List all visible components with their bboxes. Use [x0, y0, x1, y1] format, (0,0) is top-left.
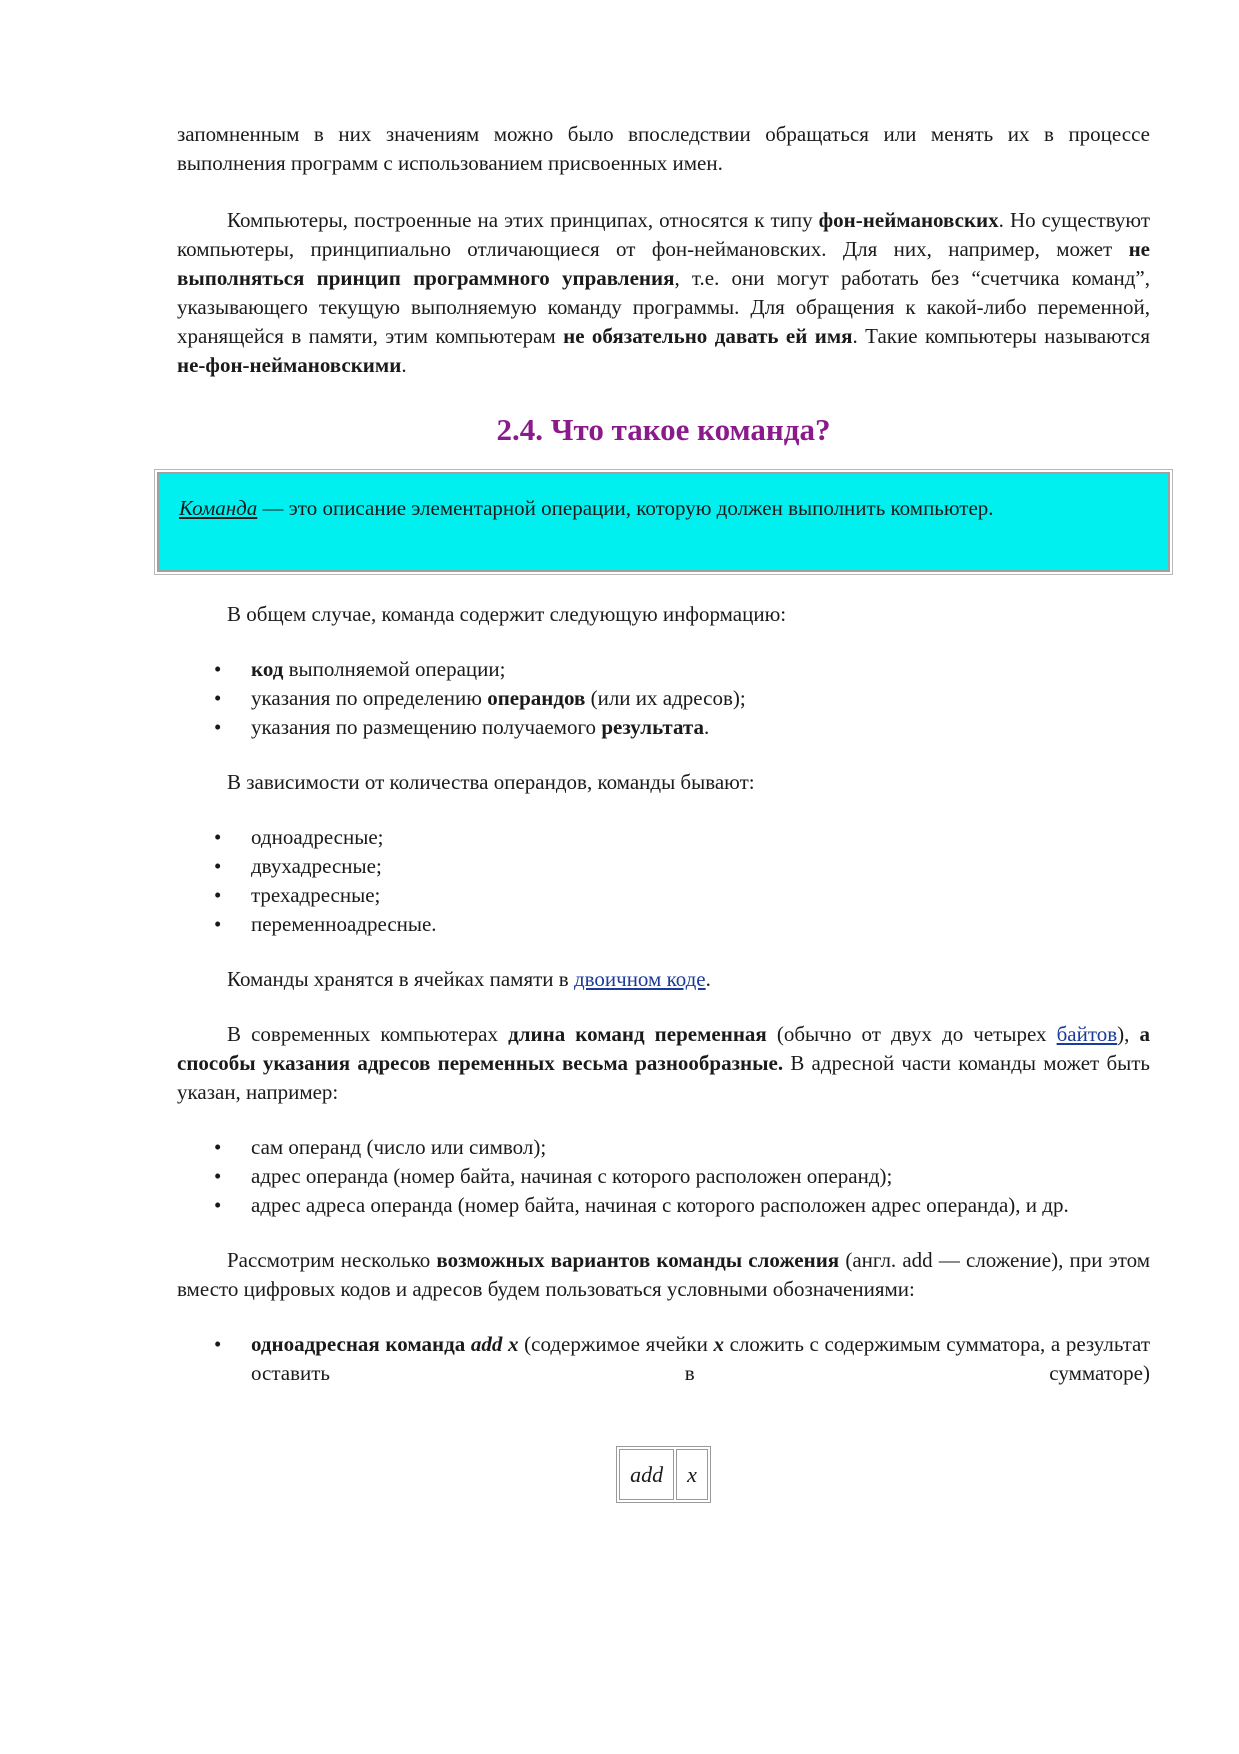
address-list — [177, 1133, 1150, 1220]
term-program-control: не выполняться принцип программного управления — [177, 237, 1150, 290]
definition-text: Команда — это описание элементарной операции, которую должен выполнить компьютер. — [179, 496, 994, 520]
paragraph-modern: В современных компьютерах длина команд переменная (обычно от двух до четырех байтов), а способы указания адресов переменных весьма разнообразные. В адресной части команды может быть указан, например: — [177, 1022, 1150, 1104]
list-item: • одноадресные; — [251, 823, 1150, 852]
document-page — [177, 120, 1150, 1503]
paragraph-intro: запомненным в них значениям можно было впоследствии обращаться или менять их в процессе выполнения программ с использованием присвоенных имен. — [177, 122, 1150, 175]
term-no-name: не обязательно давать ей имя — [563, 324, 853, 348]
operand-cell: x — [676, 1449, 708, 1500]
list-item: • код выполняемой операции; — [251, 655, 1150, 684]
opcode-cell: add — [619, 1449, 674, 1500]
example-list — [177, 1330, 1150, 1388]
list-item: • адрес адреса операнда (номер байта, начиная с которого расположен адрес операнда), и др. — [251, 1191, 1150, 1220]
info-list — [177, 655, 1150, 742]
term-non-von-neumann: не-фон-неймановскими — [177, 353, 402, 377]
definition-box — [157, 472, 1170, 572]
list-item: • одноадресная команда add x (содержимое ячейки x сложить с содержимым сумматора, а результат оставить в сумматоре) — [251, 1330, 1150, 1388]
paragraph-general: В общем случае, команда содержит следующую информацию: — [227, 602, 787, 626]
list-item: • переменноадресные. — [251, 910, 1150, 939]
section-heading: 2.4. Что такое команда? — [496, 412, 831, 447]
list-item: • указания по размещению получаемого результата. — [251, 713, 1150, 742]
paragraph-depend: В зависимости от количества операндов, команды бывают: — [227, 770, 755, 794]
list-item: • трехадресные; — [251, 881, 1150, 910]
term-von-neumann: фон-неймановских — [818, 208, 999, 232]
list-item: • двухадресные; — [251, 852, 1150, 881]
list-item: • указания по определению операндов (или их адресов); — [251, 684, 1150, 713]
list-item: • сам операнд (число или символ); — [251, 1133, 1150, 1162]
types-list — [177, 823, 1150, 939]
instruction-format-table — [616, 1446, 711, 1503]
paragraph-stored: Команды хранятся в ячейках памяти в двоичном коде. — [227, 967, 711, 991]
instruction-format-table-wrap — [177, 1446, 1150, 1503]
link-binary-code[interactable]: двоичном коде — [573, 967, 706, 991]
paragraph-consider: Рассмотрим несколько возможных вариантов команды сложения (англ. add — сложение), при этом вместо цифровых кодов и адресов будем пользоваться условными обозначениями: — [177, 1248, 1150, 1301]
link-bytes[interactable]: байтов — [1056, 1022, 1118, 1046]
definition-term: Команда — [179, 496, 258, 520]
paragraph-von-neumann: Компьютеры, построенные на этих принципах, относятся к типу фон-неймановских. Но существуют компьютеры, принципиально отличающиеся от фон-неймановских. Для них, например, может не выполняться принцип программного управления, т.е. они могут работать без “счетчика команд”, указывающего текущую выполняемую команду программы. Для обращения к какой-либо переменной, хранящейся в памяти, этим компьютерам не обязательно давать ей имя. Такие компьютеры называются не-фон-неймановскими. — [177, 208, 1151, 377]
list-item: • адрес операнда (номер байта, начиная с которого расположен операнд); — [251, 1162, 1150, 1191]
